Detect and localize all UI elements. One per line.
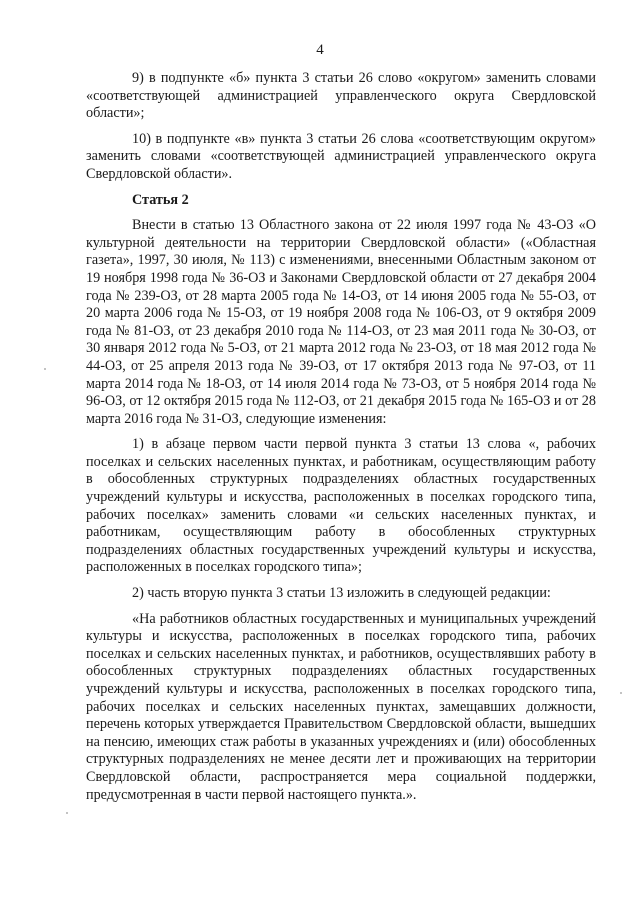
scan-speck [66,812,68,814]
list-item-9: 9) в подпункте «б» пункта 3 статьи 26 слово «округом» заменить словами «соответствующей администрацией управленческого округа Свердловской области»; [86,70,596,122]
page-number: 4 [316,42,324,58]
list-item-10: 10) в подпункте «в» пункта 3 статьи 26 слова «соответствующим округом» заменить словами «соответствующей администрацией управленческого округа Свердловской области». [86,130,596,182]
scan-speck [44,368,46,370]
change-item-1: 1) в абзаце первом части первой пункта 3 статьи 13 слова «, рабочих поселках и сельских населенных пунктах, и работникам, осуществляющим работу в обособленных структурных подразделениях областных государственных учреждений культуры и искусства, расположенных в поселках городского типа, рабочих поселках» заменить словами «и сельских населенных пунктах, и работникам, осуществляющим работу в обособленных структурных подразделениях областных государственных учреждений культуры и искусства, расположенных в поселках городского типа»; [86,436,596,576]
article-intro: Внести в статью 13 Областного закона от 22 июля 1997 года № 43-ОЗ «О культурной деятельности на территории Свердловской области» («Областная газета», 1997, 30 июля, № 113) с изменениями, внесенными Областным законом от 19 ноября 1998 года № 36-ОЗ и Законами Свердловской области от 27 декабря 2004 года № 239-ОЗ, от 28 марта 2005 года № 14-ОЗ, от 14 июня 2005 года № 55-ОЗ, от 20 марта 2006 года № 15-ОЗ, от 19 ноября 2008 года № 106-ОЗ, от 9 октября 2009 года № 81-ОЗ, от 23 декабря 2010 года № 114-ОЗ, от 23 мая 2011 года № 30-ОЗ, от 30 января 2012 года № 5-ОЗ, от 21 марта 2012 года № 23-ОЗ, от 18 мая 2012 года № 44-ОЗ, от 25 апреля 2013 года № 39-ОЗ, от 17 октября 2013 года № 97-ОЗ, от 11 марта 2014 года № 18-ОЗ, от 14 июля 2014 года № 73-ОЗ, от 5 ноября 2014 года № 96-ОЗ, от 12 октября 2015 года № 112-ОЗ, от 21 декабря 2015 года № 165-ОЗ и от 28 марта 2016 года № 31-ОЗ, следующие изменения: [86,217,596,427]
change-item-2: 2) часть вторую пункта 3 статьи 13 изложить в следующей редакции: [132,585,551,602]
document-body [86,70,596,812]
quoted-text: «На работников областных государственных и муниципальных учреждений культуры и искусства, расположенных в поселках городского типа, рабочих поселках и сельских населенных пунктах, и работников, осуществлявших работу в обособленных структурных подразделениях областных государственных учреждений культуры и искусства, расположенных в поселках городского типа, рабочих поселках и сельских населенных пунктах, замещавших должности, перечень которых утверждается Правительством Свердловской области, вышедших на пенсию, имеющих стаж работы в указанных учреждениях и (или) обособленных структурных подразделениях не менее десяти лет и проживающих на территории Свердловской области, распространяется мера социальной поддержки, предусмотренная в части первой настоящего пункта.». [86,610,596,803]
scan-speck [620,692,622,694]
article-heading: Статья 2 [132,191,189,208]
